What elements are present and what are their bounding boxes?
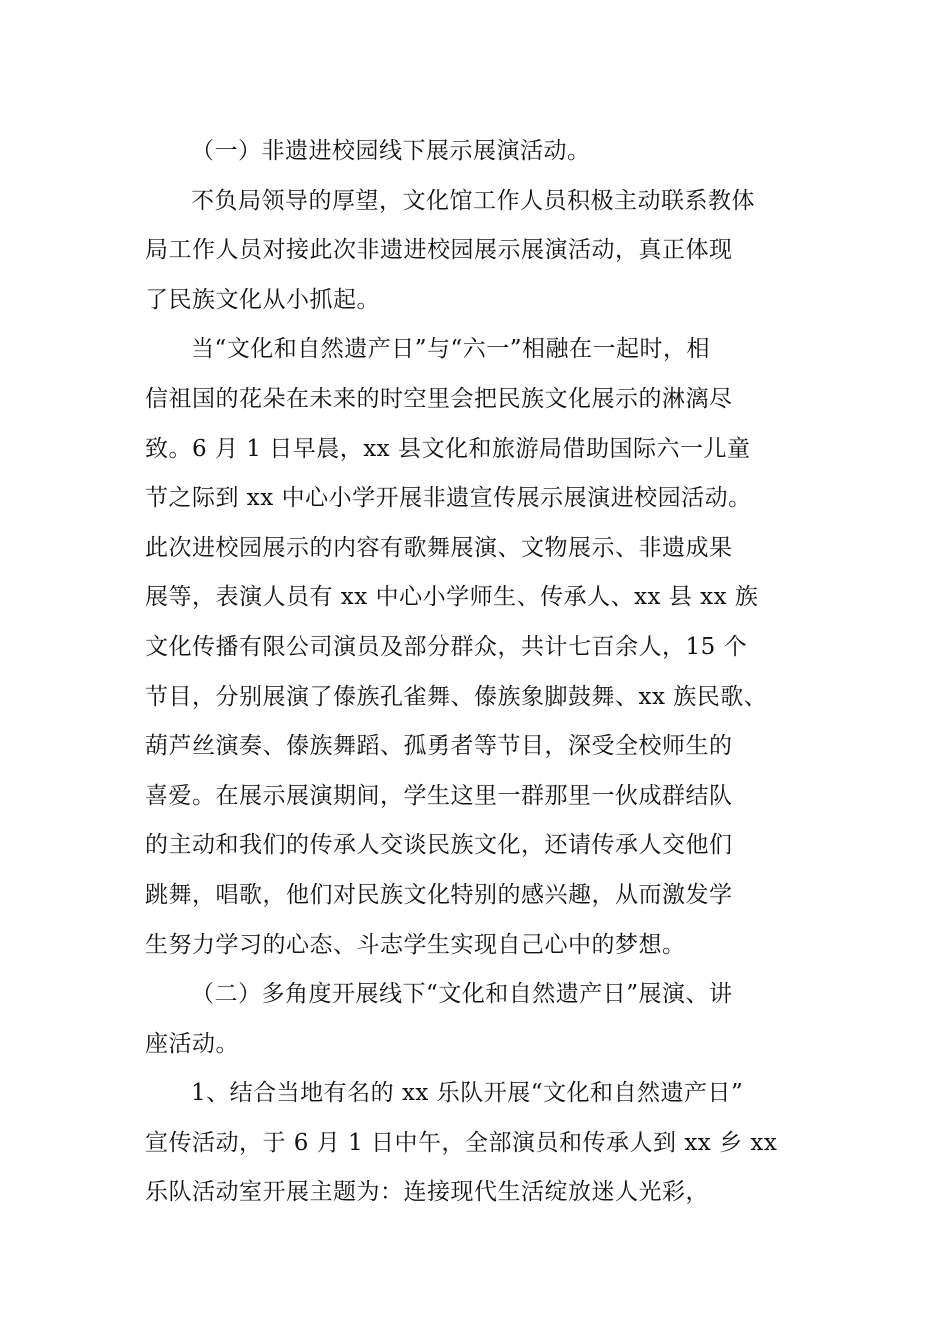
paragraph-2-line: 当“文化和自然遗产日”与“六一”相融在一起时，相: [191, 336, 711, 363]
paragraph-2-line: 致。6 月 1 日早晨，xx 县文化和旅游局借助国际六一儿童: [145, 435, 751, 462]
paragraph-2-line: 节目，分别展演了傣族孔雀舞、傣族象脚鼓舞、xx 族民歌、: [145, 683, 768, 710]
section-heading-1: （一）非遗进校园线下展示展演活动。: [191, 138, 591, 164]
paragraph-1-line: 局工作人员对接此次非遗进校园展示展演活动，真正体现: [145, 237, 733, 264]
section-heading-2-cont: 座活动。: [145, 1030, 239, 1057]
section-heading-2: （二）多角度开展线下“文化和自然遗产日”展演、讲: [191, 981, 733, 1008]
paragraph-2-line: 节之际到 xx 中心小学开展非遗宣传展示展演进校园活动。: [145, 485, 752, 512]
paragraph-3-line: 1、结合当地有名的 xx 乐队开展“文化和自然遗产日”: [191, 1080, 744, 1107]
paragraph-2-line: 此次进校园展示的内容有歌舞展演、文物展示、非遗成果: [145, 534, 733, 561]
paragraph-2-line: 跳舞，唱歌，他们对民族文化特别的感兴趣，从而激发学: [145, 881, 733, 908]
document-body: [145, 127, 825, 1218]
paragraph-3-line: 宣传活动，于 6 月 1 日中午，全部演员和传承人到 xx 乡 xx: [145, 1129, 778, 1156]
paragraph-2-line: 信祖国的花朵在未来的时空里会把民族文化展示的淋漓尽: [145, 385, 733, 412]
paragraph-2-line: 展等，表演人员有 xx 中心小学师生、传承人、xx 县 xx 族: [145, 584, 759, 611]
paragraph-2-line: 喜爱。在展示展演期间，学生这里一群那里一伙成群结队: [145, 782, 733, 809]
paragraph-1-line: 了民族文化从小抓起。: [145, 286, 380, 313]
paragraph-1-line: 不负局领导的厚望，文化馆工作人员积极主动联系教体: [191, 187, 755, 214]
paragraph-2-line: 的主动和我们的传承人交谈民族文化，还请传承人交他们: [145, 832, 733, 859]
paragraph-2-line: 葫芦丝演奏、傣族舞蹈、孤勇者等节目，深受全校师生的: [145, 733, 733, 760]
paragraph-2-line: 生努力学习的心态、斗志学生实现自己心中的梦想。: [145, 931, 686, 958]
paragraph-3-line: 乐队活动室开展主题为：连接现代生活绽放迷人光彩，: [145, 1179, 709, 1206]
paragraph-2-line: 文化传播有限公司演员及部分群众，共计七百余人，15 个: [145, 633, 748, 660]
